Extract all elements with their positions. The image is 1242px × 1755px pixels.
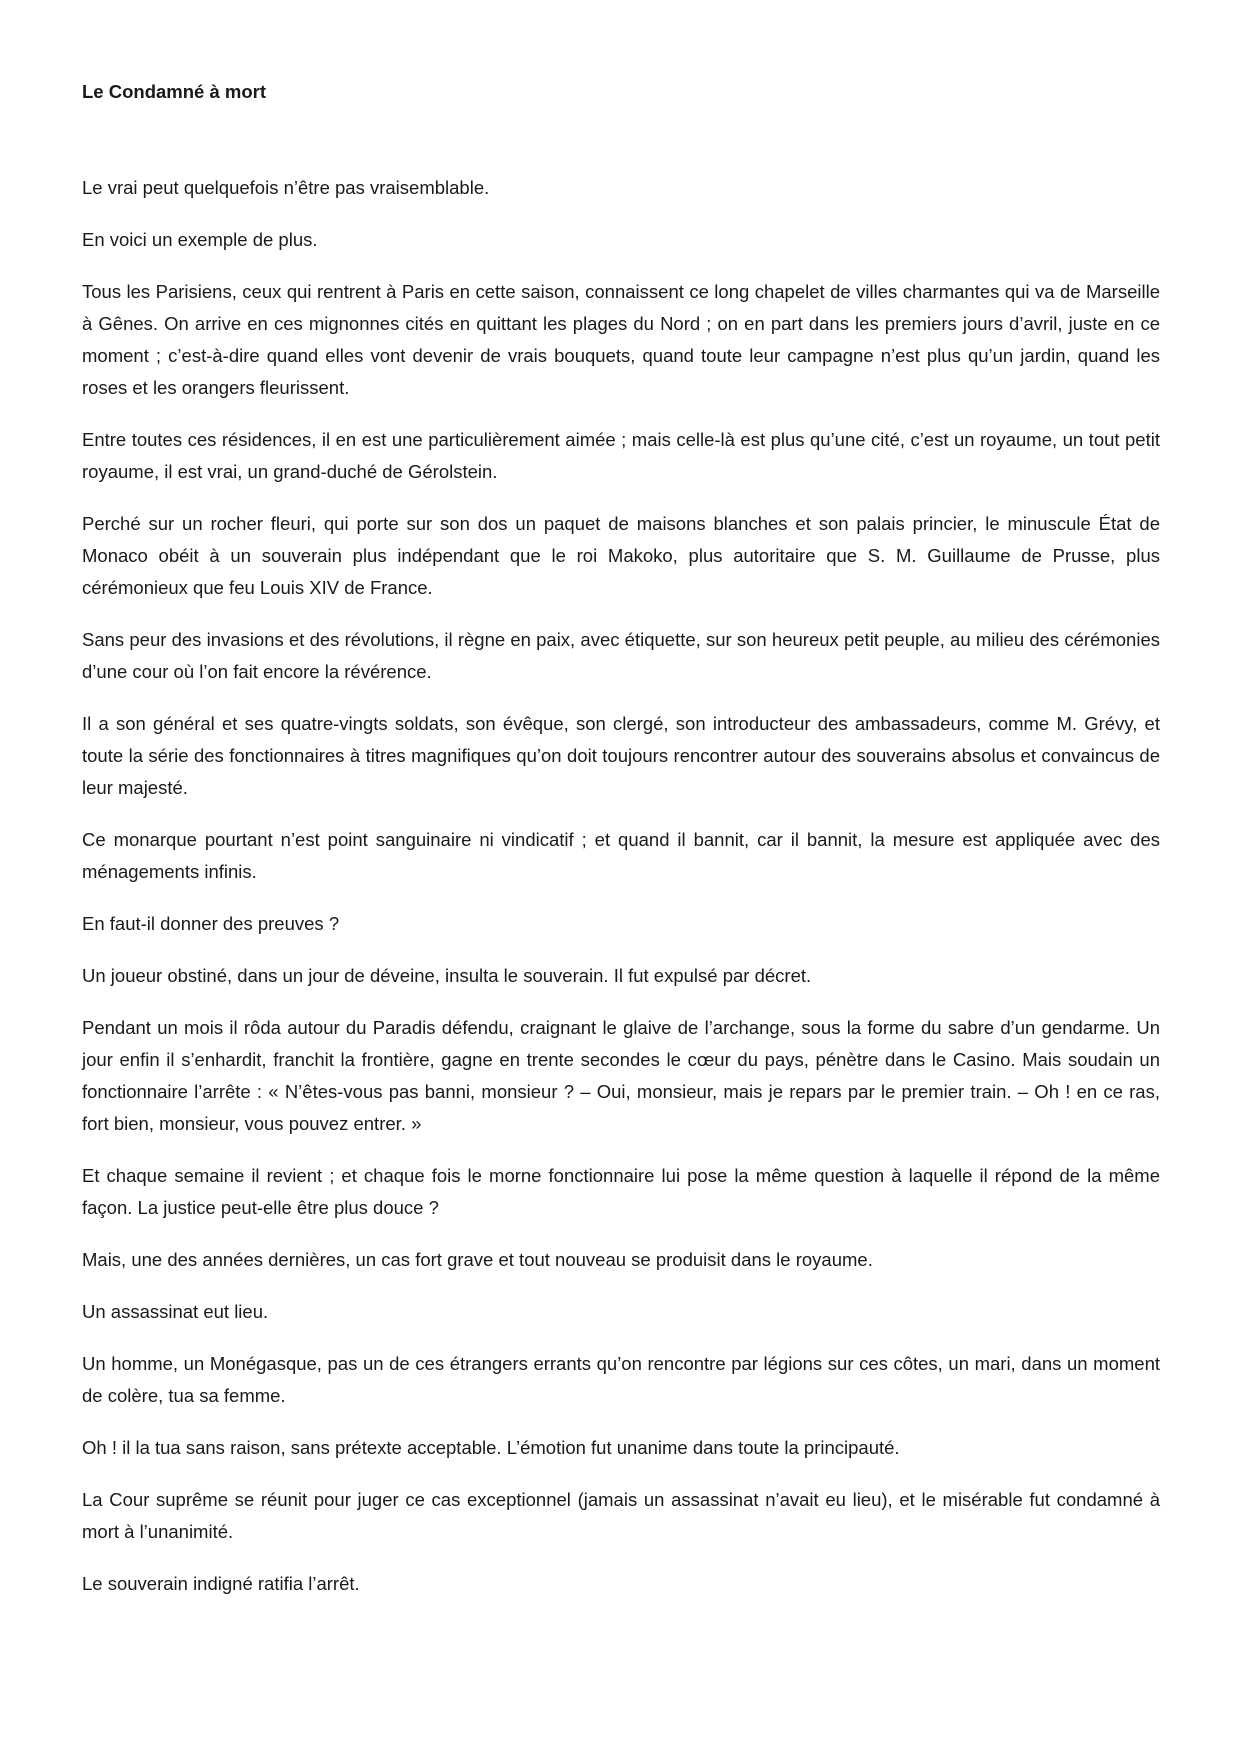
- paragraph-2: En voici un exemple de plus.: [82, 229, 318, 250]
- paragraph-13: Mais, une des années dernières, un cas fort grave et tout nouveau se produisit dans le royaume.: [82, 1249, 873, 1270]
- paragraph-16: Oh ! il la tua sans raison, sans prétexte acceptable. L’émotion fut unanime dans toute la principauté.: [82, 1437, 900, 1458]
- document-page: [82, 80, 1160, 1620]
- paragraph-17: La Cour suprême se réunit pour juger ce cas exceptionnel (jamais un assassinat n’avait eu lieu), et le misérable fut condamné à mort à l’unanimité.: [82, 1489, 1160, 1542]
- paragraph-1: Le vrai peut quelquefois n’être pas vraisemblable.: [82, 177, 490, 198]
- paragraph-11: Pendant un mois il rôda autour du Paradis défendu, craignant le glaive de l’archange, sous la forme du sabre d’un gendarme. Un jour enfin il s’enhardit, franchit la frontière, gagne en trente secondes le cœur du pays, pénètre dans le Casino. Mais soudain un fonctionnaire l’arrête : « N’êtes-vous pas banni, monsieur ? – Oui, monsieur, mais je repars par le premier train. – Oh ! en ce ras, fort bien, monsieur, vous pouvez entrer. »: [82, 1017, 1160, 1134]
- paragraph-7: Il a son général et ses quatre-vingts soldats, son évêque, son clergé, son introducteur des ambassadeurs, comme M. Grévy, et toute la série des fonctionnaires à titres magnifiques qu’on doit toujours rencontrer autour des souverains absolus et convaincus de leur majesté.: [82, 713, 1160, 798]
- paragraph-18: Le souverain indigné ratifia l’arrêt.: [82, 1573, 360, 1594]
- paragraph-9: En faut-il donner des preuves ?: [82, 913, 340, 934]
- paragraph-5: Perché sur un rocher fleuri, qui porte sur son dos un paquet de maisons blanches et son palais princier, le minuscule État de Monaco obéit à un souverain plus indépendant que le roi Makoko, plus autoritaire que S. M. Guillaume de Prusse, plus cérémonieux que feu Louis XIV de France.: [82, 513, 1160, 598]
- paragraph-10: Un joueur obstiné, dans un jour de déveine, insulta le souverain. Il fut expulsé par décret.: [82, 965, 812, 986]
- paragraph-3: Tous les Parisiens, ceux qui rentrent à Paris en cette saison, connaissent ce long chapelet de villes charmantes qui va de Marseille à Gênes. On arrive en ces mignonnes cités en quittant les plages du Nord ; on en part dans les premiers jours d’avril, juste en ce moment ; c’est-à-dire quand elles vont devenir de vrais bouquets, quand toute leur campagne n’est plus qu’un jardin, quand les roses et les orangers fleurissent.: [82, 281, 1160, 398]
- paragraph-15: Un homme, un Monégasque, pas un de ces étrangers errants qu’on rencontre par légions sur ces côtes, un mari, dans un moment de colère, tua sa femme.: [82, 1353, 1160, 1406]
- paragraph-4: Entre toutes ces résidences, il en est une particulièrement aimée ; mais celle-là est plus qu’une cité, c’est un royaume, un tout petit royaume, il est vrai, un grand-duché de Gérolstein.: [82, 429, 1160, 482]
- paragraph-12: Et chaque semaine il revient ; et chaque fois le morne fonctionnaire lui pose la même question à laquelle il répond de la même façon. La justice peut-elle être plus douce ?: [82, 1165, 1160, 1218]
- paragraph-14: Un assassinat eut lieu.: [82, 1301, 269, 1322]
- document-title: Le Condamné à mort: [82, 81, 266, 102]
- paragraph-6: Sans peur des invasions et des révolutions, il règne en paix, avec étiquette, sur son heureux petit peuple, au milieu des cérémonies d’une cour où l’on fait encore la révérence.: [82, 629, 1160, 682]
- paragraph-8: Ce monarque pourtant n’est point sanguinaire ni vindicatif ; et quand il bannit, car il bannit, la mesure est appliquée avec des ménagements infinis.: [82, 829, 1160, 882]
